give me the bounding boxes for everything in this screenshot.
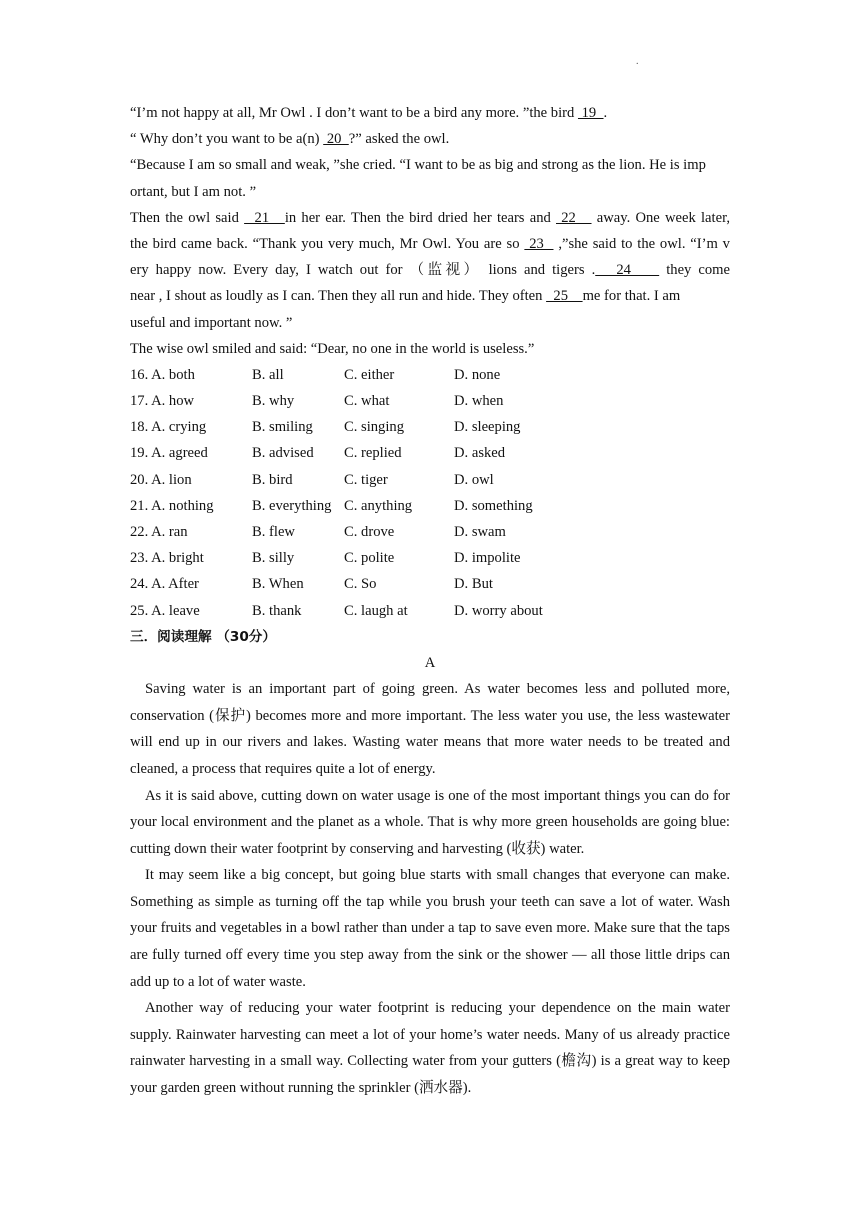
section-title: 三．阅读理解 （30分） <box>130 628 276 645</box>
story-line: “Because I am so small and weak, ”she cried. “I want to be as big and strong as the lion. He is imp <box>130 157 706 174</box>
option-d: D. none <box>454 366 501 383</box>
option-b: B. silly <box>252 550 295 567</box>
header-mark: . <box>636 56 639 67</box>
story-text <box>130 100 730 362</box>
option-a: 20. A. lion <box>130 471 192 488</box>
option-d: D. swam <box>454 524 506 540</box>
story-line: “I’m not happy at all, Mr Owl . I don’t want to be a bird any more. ”the bird 19 . <box>130 105 608 121</box>
option-c: C. what <box>344 393 390 410</box>
blank-24: 24 <box>595 262 660 279</box>
options-list <box>130 362 730 624</box>
option-row-19 <box>130 440 730 466</box>
option-a: 19. A. agreed <box>130 445 208 462</box>
option-d: D. owl <box>454 471 494 488</box>
option-b: B. advised <box>252 445 314 462</box>
option-d: D. sleeping <box>454 419 521 436</box>
option-row-22 <box>130 519 730 545</box>
option-b: B. bird <box>252 471 293 488</box>
option-d: D. asked <box>454 445 506 462</box>
option-b: B. everything <box>252 497 332 514</box>
option-c: C. replied <box>344 445 402 462</box>
option-a: 16. A. both <box>130 366 195 383</box>
blank-19: 19 <box>577 105 604 121</box>
story-line: Then the owl said 21 in her ear. Then the bird dried her tears and 22 away. One week later, <box>130 209 730 226</box>
option-row-16 <box>130 362 730 388</box>
option-d: D. impolite <box>454 550 521 567</box>
passage-label: A <box>424 654 436 671</box>
blank-21: 21 <box>244 209 285 226</box>
option-row-17 <box>130 388 730 414</box>
option-b: B. smiling <box>252 419 313 436</box>
option-d: D. something <box>454 497 533 514</box>
story-line: ery happy now. Every day, I watch out for （监视） lions and tigers . 24 they come <box>130 262 730 279</box>
blank-25: 25 <box>546 288 583 305</box>
passage-paragraph: It may seem like a big concept, but going blue starts with small changes that everyone can make. Something as simple as turning off the tap while you brush your teeth can save a lot of water. Wash your fruits and vegetables in a bowl rather than under a tap to save even more. Make sure that the taps are fully turned off every time you step away from the sink or the shower — all those little drips can add up to a lot of water waste. <box>130 867 730 990</box>
option-c: C. singing <box>344 419 405 436</box>
option-c: C. drove <box>344 524 395 540</box>
option-c: C. either <box>344 366 395 383</box>
story-line: The wise owl smiled and said: “Dear, no one in the world is useless.” <box>130 340 535 357</box>
option-row-21 <box>130 493 730 519</box>
story-line: the bird came back. “Thank you very much, Mr Owl. You are so 23 ,”she said to the owl. “I’m v <box>130 235 730 252</box>
option-d: D. when <box>454 393 504 410</box>
option-row-20 <box>130 467 730 493</box>
option-b: B. thank <box>252 602 302 619</box>
passage-paragraph: Another way of reducing your water footprint is reducing your dependence on the main water supply. Rainwater harvesting can meet a lot of your home’s water needs. Many of us already practice rainwater harvesting in a small way. Collecting water from your gutters (檐沟) is a great way to keep your garden green without running the sprinkler (洒水器). <box>130 1000 730 1097</box>
option-b: B. flew <box>252 524 295 540</box>
option-row-18 <box>130 414 730 440</box>
passage-paragraph: As it is said above, cutting down on water usage is one of the most important things you can do for your local environment and the planet as a whole. That is why more green households are going blue: cutting down their water footprint by conserving and harvesting (收获) water. <box>130 787 730 857</box>
option-row-24 <box>130 571 730 597</box>
option-a: 21. A. nothing <box>130 497 214 514</box>
blank-20: 20 <box>323 131 349 148</box>
option-c: C. So <box>344 576 377 593</box>
option-d: D. worry about <box>454 602 543 619</box>
option-d: D. But <box>454 576 493 593</box>
option-a: 25. A. leave <box>130 602 200 619</box>
option-row-23 <box>130 545 730 571</box>
option-c: C. laugh at <box>344 602 408 619</box>
option-b: B. why <box>252 393 295 410</box>
story-line: ortant, but I am not. ” <box>130 183 257 200</box>
story-line: near , I shout as loudly as I can. Then they all run and hide. They often 25 me for that. I am <box>130 288 681 305</box>
blank-23: 23 <box>524 235 554 252</box>
option-a: 18. A. crying <box>130 419 207 436</box>
option-a: 23. A. bright <box>130 550 204 567</box>
blank-22: 22 <box>556 209 592 226</box>
option-c: C. tiger <box>344 471 388 488</box>
option-a: 24. A. After <box>130 576 199 593</box>
option-c: C. anything <box>344 497 413 514</box>
option-b: B. all <box>252 366 284 383</box>
story-line: useful and important now. ” <box>130 314 293 331</box>
option-b: B. When <box>252 576 304 593</box>
document-page <box>130 100 730 1102</box>
option-a: 22. A. ran <box>130 524 188 540</box>
reading-passage <box>130 676 730 1102</box>
option-a: 17. A. how <box>130 393 195 410</box>
story-line: “ Why don’t you want to be a(n) 20 ?” asked the owl. <box>130 131 450 148</box>
option-row-25 <box>130 598 730 624</box>
passage-paragraph: Saving water is an important part of going green. As water becomes less and polluted more, conservation (保护) becomes more and more important. The less water you use, the less wastewater will end up in our rivers and lakes. Wasting water means that more water needs to be treated and cleaned, a process that requires quite a lot of energy. <box>130 681 730 777</box>
option-c: C. polite <box>344 550 395 567</box>
